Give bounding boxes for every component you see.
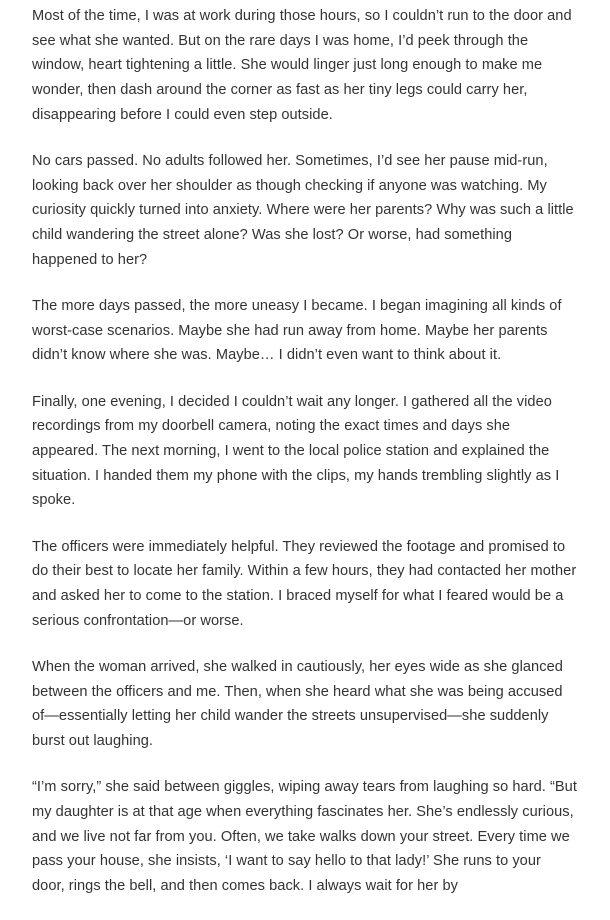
paragraph-3: The more days passed, the more uneasy I became. I began imagining all kinds of worst-case scenarios. Maybe she had run away from home. Maybe her parents didn’t know where she was. Maybe… I didn’t even want to think about it. bbox=[32, 298, 562, 364]
paragraph-6: When the woman arrived, she walked in cautiously, her eyes wide as she glanced between the officers and me. Then, when she heard what she was being accused of—essentially letting her child wander the streets unsupervised—she suddenly burst out laughing. bbox=[32, 658, 563, 750]
paragraph-7: “I’m sorry,” she said between giggles, wiping away tears from laughing so hard. “But my daughter is at that age when everything fascinates her. She’s endlessly curious, and we live not far from you. Often, we take walks down your street. Every time we pass your house, she insists, ‘I want to say hello to that lady!’ She runs to your door, rings the bell, and then comes back. I always wait for her by bbox=[32, 779, 577, 895]
article-body bbox=[32, 4, 577, 920]
paragraph-5: The officers were immediately helpful. They reviewed the footage and promised to do their best to locate her family. Within a few hours, they had contacted her mother and asked her to come to the station. I braced myself for what I feared would be a serious confrontation—or worse. bbox=[32, 538, 577, 629]
paragraph-1: Most of the time, I was at work during those hours, so I couldn’t run to the door and see what she wanted. But on the rare days I was home, I’d peek through the window, heart tightening a little. She would linger just long enough to make me wonder, then dash around the corner as fast as her tiny legs could carry her, disappearing before I could even step outside. bbox=[32, 8, 572, 123]
paragraph-4: Finally, one evening, I decided I couldn’t wait any longer. I gathered all the video recordings from my doorbell camera, noting the exact times and days she appeared. The next morning, I went to the local police station and explained the situation. I handed them my phone with the clips, my hands trembling slightly as I spoke. bbox=[32, 393, 560, 509]
paragraph-2: No cars passed. No adults followed her. Sometimes, I’d see her pause mid-run, looking back over her shoulder as though checking if anyone was watching. My curiosity quickly turned into anxiety. Where were her parents? Why was such a little child wandering the street alone? Was she lost? Or worse, had something happened to her? bbox=[32, 153, 574, 268]
